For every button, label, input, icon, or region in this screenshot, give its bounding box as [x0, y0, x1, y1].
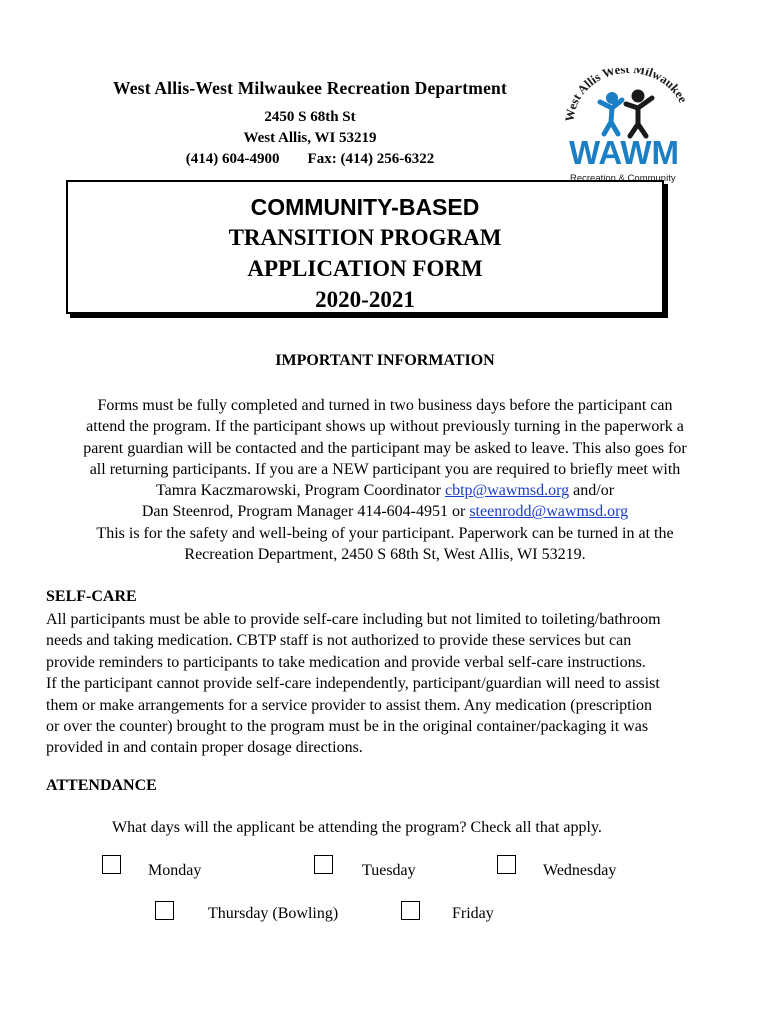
- wawm-logo: [560, 68, 690, 190]
- selfcare-line: them or make arrangements for a service provider to assist them. Any medication (prescription: [46, 696, 653, 714]
- fax-number: Fax: (414) 256-6322: [307, 151, 435, 167]
- friday-checkbox[interactable]: [401, 901, 420, 920]
- phone-number: (414) 604-4900: [185, 151, 280, 167]
- manager-email-link[interactable]: steenrodd@wawmsd.org: [469, 503, 629, 521]
- title-line-4: 2020-2021: [315, 287, 415, 312]
- city-address: West Allis, WI 53219: [243, 130, 377, 146]
- selfcare-body: [46, 609, 736, 759]
- important-line: all returning participants. If you are a NEW participant you are required to briefly meet with: [89, 460, 681, 478]
- title-line-2: TRANSITION PROGRAM: [228, 225, 502, 250]
- important-line: Forms must be fully completed and turned in two business days before the participant can: [97, 397, 673, 414]
- figures-icon: [600, 90, 652, 137]
- street-address: 2450 S 68th St: [264, 109, 356, 125]
- monday-checkbox[interactable]: [102, 855, 121, 874]
- thursday-checkbox[interactable]: [155, 901, 174, 920]
- wednesday-checkbox[interactable]: [497, 855, 516, 874]
- selfcare-heading: SELF-CARE: [46, 588, 137, 605]
- coordinator-email-link[interactable]: cbtp@wawmsd.org: [444, 482, 570, 500]
- letterhead: [60, 78, 560, 170]
- selfcare-line: provide reminders to participants to take medication and provide verbal self-care instructions.: [46, 653, 646, 671]
- logo-subtitle: Recreation & Community: [570, 173, 676, 184]
- important-line: parent guardian will be contacted and the participant may be asked to leave. This also goes for: [83, 439, 687, 457]
- important-line: [40, 501, 730, 522]
- organization-name: West Allis-West Milwaukee Recreation Department: [112, 78, 507, 98]
- selfcare-line: needs and taking medication. CBTP staff is not authorized to provide these services but can: [46, 632, 632, 650]
- monday-label: Monday: [148, 862, 202, 879]
- important-info-body: [40, 395, 730, 565]
- title-line-1: COMMUNITY-BASED: [250, 194, 480, 220]
- manager-text: Dan Steenrod, Program Manager 414-604-4951 or: [141, 503, 470, 521]
- tuesday-checkbox[interactable]: [314, 855, 333, 874]
- important-line: [40, 480, 730, 501]
- important-line: This is for the safety and well-being of your participant. Paperwork can be turned in at the: [96, 524, 674, 542]
- selfcare-line: All participants must be able to provide self-care including but not limited to toileting/bathroom: [46, 611, 661, 628]
- coordinator-text: Tamra Kaczmarowski, Program Coordinator: [155, 482, 445, 500]
- attendance-question: What days will the applicant be attending the program? Check all that apply.: [112, 819, 602, 836]
- svg-text:West Allis West Milwaukee: [563, 68, 690, 122]
- attendance-heading: ATTENDANCE: [46, 777, 157, 794]
- selfcare-line: If the participant cannot provide self-care independently, participant/guardian will need to assist: [46, 675, 660, 693]
- andor-text: and/or: [569, 482, 615, 500]
- form-title-box: [66, 180, 664, 314]
- important-info-heading: IMPORTANT INFORMATION: [275, 352, 495, 369]
- wednesday-label: Wednesday: [543, 862, 617, 879]
- title-line-3: APPLICATION FORM: [247, 256, 483, 281]
- selfcare-line: or over the counter) brought to the program must be in the original container/packaging it was: [46, 718, 649, 736]
- contact-line: [60, 149, 560, 170]
- friday-label: Friday: [452, 905, 494, 922]
- tuesday-label: Tuesday: [362, 862, 416, 879]
- logo-graphic: [560, 68, 690, 190]
- thursday-label: Thursday (Bowling): [208, 905, 339, 922]
- important-line: attend the program. If the participant shows up without previously turning in the paperwork a: [86, 418, 684, 436]
- logo-arc-text: West Allis West Milwaukee: [562, 68, 690, 123]
- important-line: Recreation Department, 2450 S 68th St, West Allis, WI 53219.: [184, 546, 586, 564]
- selfcare-line: provided in and contain proper dosage directions.: [46, 739, 363, 757]
- logo-wordmark: WAWM: [569, 134, 679, 171]
